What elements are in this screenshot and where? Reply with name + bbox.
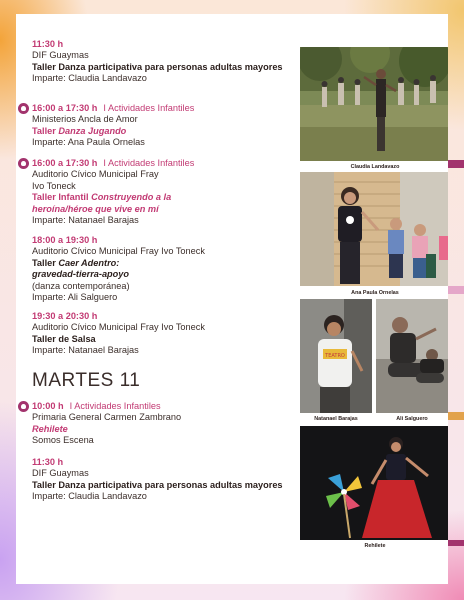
event-time: 11:30 h xyxy=(32,457,64,467)
photo-ali-salguero xyxy=(376,299,448,413)
event-title: Taller Danza participativa para personas adultas mayores xyxy=(32,61,283,72)
event-place: Primaria General Carmen Zambrano xyxy=(32,412,182,422)
event-host: Imparte: Claudia Landavazo xyxy=(32,491,147,502)
event-item xyxy=(32,102,302,149)
rehilete-photo xyxy=(300,426,448,540)
event-host: Imparte: Claudia Landavazo xyxy=(32,73,147,84)
event-host: Imparte: Natanael Barajas xyxy=(32,215,139,226)
event-host: Imparte: Ana Paula Ornelas xyxy=(32,137,145,148)
photo-caption: Rehilete xyxy=(364,543,386,549)
event-item xyxy=(32,310,302,357)
day-heading: MARTES 11 xyxy=(32,370,141,391)
event-item xyxy=(32,157,302,227)
photo-caption: Claudia Landavazo xyxy=(350,164,400,170)
photo-rehilete xyxy=(300,426,448,540)
event-place: Auditorio Cívico Municipal Fray Ivo Toneck xyxy=(32,246,205,256)
event-title: Taller Danza participativa para personas adultas mayores xyxy=(32,479,283,490)
event-time-row xyxy=(32,102,302,114)
outdoor-dance-photo xyxy=(300,47,448,161)
event-time-row xyxy=(32,310,302,322)
photo-caption: Ali Salguero xyxy=(396,416,428,422)
event-place: Auditorio Cívico Municipal Fray Ivo Toneck xyxy=(32,322,205,332)
photo-claudia-landavazo xyxy=(300,47,448,161)
event-category: I Actividades Infantiles xyxy=(103,158,195,168)
event-host: Imparte: Natanael Barajas xyxy=(32,345,139,356)
event-place: Auditorio Cívico Municipal Fray Ivo Toneck xyxy=(32,169,159,191)
shirt-text: TEATRO xyxy=(325,353,345,359)
event-place: Ministerios Ancla de Amor xyxy=(32,114,138,124)
accent-strip xyxy=(448,412,464,420)
photo-caption: Ana Paula Ornelas xyxy=(351,290,399,296)
event-category: I Actividades Infantiles xyxy=(69,401,161,411)
event-item xyxy=(32,234,302,304)
event-host: Somos Escena xyxy=(32,435,94,446)
event-time-row xyxy=(32,38,302,50)
ali-photo xyxy=(376,299,448,413)
event-title: Taller de Salsa xyxy=(32,333,96,344)
program-card xyxy=(16,14,448,584)
event-item xyxy=(32,38,302,85)
children-activity-icon xyxy=(18,401,29,412)
event-place: DIF Guaymas xyxy=(32,468,89,478)
children-activity-icon xyxy=(18,158,29,169)
children-activity-icon xyxy=(18,103,29,114)
event-time-row xyxy=(32,157,302,169)
event-title: Taller Infantil Construyendo a la heroína/héroe que vive en mí xyxy=(32,192,172,214)
event-title: Taller Danza Jugando xyxy=(32,125,127,136)
event-place: DIF Guaymas xyxy=(32,50,89,60)
photo-caption: Natanael Barajas xyxy=(314,416,358,422)
event-time: 18:00 a 19:30 h xyxy=(32,235,98,245)
event-time-row xyxy=(32,400,302,412)
accent-strip xyxy=(448,540,464,546)
event-time: 19:30 a 20:30 h xyxy=(32,311,98,321)
accent-strip xyxy=(448,160,464,168)
event-host: Imparte: Ali Salguero xyxy=(32,292,118,303)
event-time: 11:30 h xyxy=(32,39,64,49)
event-item xyxy=(32,400,302,447)
event-time: 16:00 a 17:30 h xyxy=(32,158,98,168)
event-time: 16:00 a 17:30 h xyxy=(32,103,98,113)
event-time-row xyxy=(32,234,302,246)
event-category: I Actividades Infantiles xyxy=(103,103,195,113)
event-note: (danza contemporánea) xyxy=(32,280,130,291)
event-time-row xyxy=(32,456,302,468)
event-title: Rehilete xyxy=(32,423,68,434)
natanael-photo xyxy=(300,299,372,413)
event-item xyxy=(32,456,302,503)
event-time: 10:00 h xyxy=(32,401,64,411)
kids-dance-photo xyxy=(300,172,448,286)
event-title: Taller Caer Adentro: gravedad-tierra-apoyo xyxy=(32,257,130,280)
photo-ana-paula-ornelas xyxy=(300,172,448,286)
accent-strip xyxy=(448,286,464,294)
photo-natanael-barajas xyxy=(300,299,372,413)
